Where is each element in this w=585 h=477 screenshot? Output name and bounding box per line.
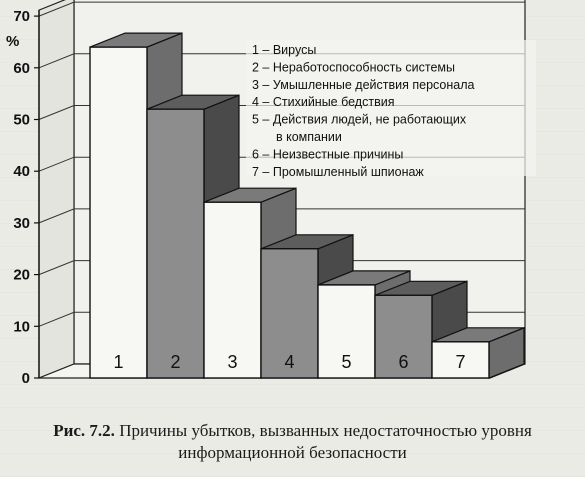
- legend-item: 4 – Стихийные бедствия: [252, 95, 395, 110]
- y-tick-label: 30: [13, 214, 30, 232]
- y-tick-label: 0: [21, 370, 30, 387]
- bar-category-label: 5: [341, 352, 352, 372]
- y-tick-label: 60: [13, 59, 30, 77]
- y-tick-label: 40: [13, 163, 30, 181]
- caption-label: Рис. 7.2.: [53, 421, 115, 440]
- bar-category-label: 7: [455, 352, 466, 372]
- side-wall: [39, 0, 74, 378]
- bar-category-label: 4: [284, 352, 295, 372]
- y-tick-label: 50: [13, 111, 30, 129]
- legend-item: 2 – Неработоспособность системы: [252, 60, 455, 75]
- legend-item: 3 – Умышленные действия персонала: [252, 77, 475, 92]
- y-tick-label: 20: [13, 266, 30, 284]
- bar-front: [90, 47, 147, 378]
- bar-category-label: 1: [113, 352, 124, 372]
- y-axis-label: %: [6, 33, 20, 50]
- bar-category-label: 6: [398, 352, 409, 372]
- y-tick-label: 10: [13, 318, 30, 336]
- legend-item: 7 – Промышленный шпионаж: [252, 164, 424, 179]
- bar-category-label: 2: [170, 352, 181, 372]
- caption-line-1: Причины убытков, вызванных недостаточностью уровня: [119, 421, 532, 440]
- legend-item: 5 – Действия людей, не работающих: [252, 112, 467, 127]
- chart-legend: [246, 40, 536, 179]
- bar-front: [147, 109, 204, 378]
- caption-line-2: информационной безопасности: [178, 443, 407, 462]
- figure-caption: [0, 420, 585, 464]
- bar-category-label: 3: [227, 352, 238, 372]
- legend-item: 1 – Вирусы: [252, 43, 317, 57]
- y-tick-label: 70: [13, 8, 30, 26]
- legend-item: в компании: [276, 130, 342, 144]
- legend-item: 6 – Неизвестные причины: [252, 147, 404, 162]
